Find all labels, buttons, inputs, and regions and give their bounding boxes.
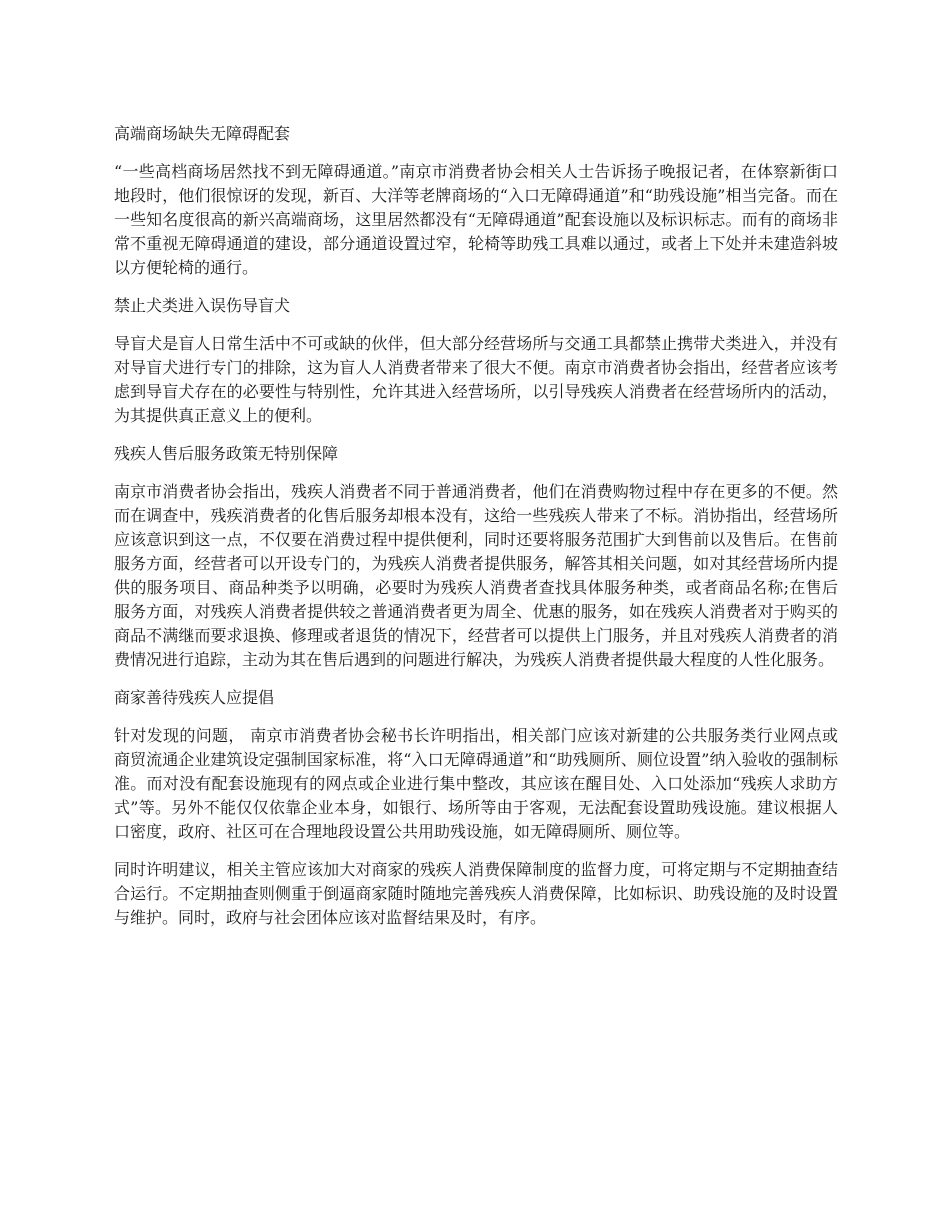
paragraph: 同时许明建议，相关主管应该加大对商家的残疾人消费保障制度的监督力度，可将定期与不定期抽查结合运行。不定期抽查则侧重于倒逼商家随时随地完善残疾人消费保障，比如标识、助残设施的及时设置与维护。同时，政府与社会团体应该对监督结果及时，有序。 xyxy=(114,860,838,927)
section-heading: 高端商场缺失无障碍配套 xyxy=(114,124,291,143)
section-heading: 残疾人售后服务政策无特别保障 xyxy=(114,444,339,463)
document-page xyxy=(114,122,838,944)
paragraph: 针对发现的问题， 南京市消费者协会秘书长许明指出，相关部门应该对新建的公共服务类行业网点或商贸流通企业建筑设定强制国家标准，将“入口无障碍通道”和“助残厕所、厕位设置”纳入验收的强制标准。而对没有配套设施现有的网点或企业进行集中整改，其应该在醒目处、入口处添加“残疾人求助方式”等。另外不能仅仅依靠企业本身，如银行、场所等由于客观，无法配套设置助残设施。建议根据人口密度，政府、社区可在合理地段设置公共用助残设施，如无障碍厕所、厕位等。 xyxy=(114,726,838,841)
paragraph: “一些高档商场居然找不到无障碍通道。”南京市消费者协会相关人士告诉扬子晚报记者，在体察新街口地段时，他们很惊讶的发现，新百、大洋等老牌商场的“入口无障碍通道”和“助残设施”相当完备。而在一些知名度很高的新兴高端商场，这里居然都没有“无障碍通道”配套设施以及标识标志。而有的商场非常不重视无障碍通道的建设，部分通道设置过窄，轮椅等助残工具难以通过，或者上下处并未建造斜坡以方便轮椅的通行。 xyxy=(114,162,838,277)
paragraph: 导盲犬是盲人日常生活中不可或缺的伙伴，但大部分经营场所与交通工具都禁止携带犬类进入，并没有对导盲犬进行专门的排除，这为盲人人消费者带来了很大不便。南京市消费者协会指出，经营者应该考虑到导盲犬存在的必要性与特别性，允许其进入经营场所，以引导残疾人消费者在经营场所内的活动，为其提供真正意义上的便利。 xyxy=(114,334,838,425)
section-heading: 商家善待残疾人应提倡 xyxy=(114,688,275,707)
paragraph: 南京市消费者协会指出，残疾人消费者不同于普通消费者，他们在消费购物过程中存在更多的不便。然而在调查中，残疾消费者的化售后服务却根本没有，这给一些残疾人带来了不标。消协指出，经营场所应该意识到这一点，不仅要在消费过程中提供便利，同时还要将服务范围扩大到售前以及售后。在售前服务方面，经营者可以开设专门的，为残疾人消费者提供服务，解答其相关问题，如对其经营场所内提供的服务项目、商品种类予以明确，必要时为残疾人消费者查找具体服务种类，或者商品名称;在售后服务方面，对残疾人消费者提供较之普通消费者更为周全、优惠的服务，如在残疾人消费者对于购买的商品不满继而要求退换、修理或者退货的情况下，经营者可以提供上门服务，并且对残疾人消费者的消费情况进行追踪，主动为其在售后遇到的问题进行解决，为残疾人消费者提供最大程度的人性化服务。 xyxy=(114,482,838,669)
section-heading: 禁止犬类进入误伤导盲犬 xyxy=(114,296,291,315)
